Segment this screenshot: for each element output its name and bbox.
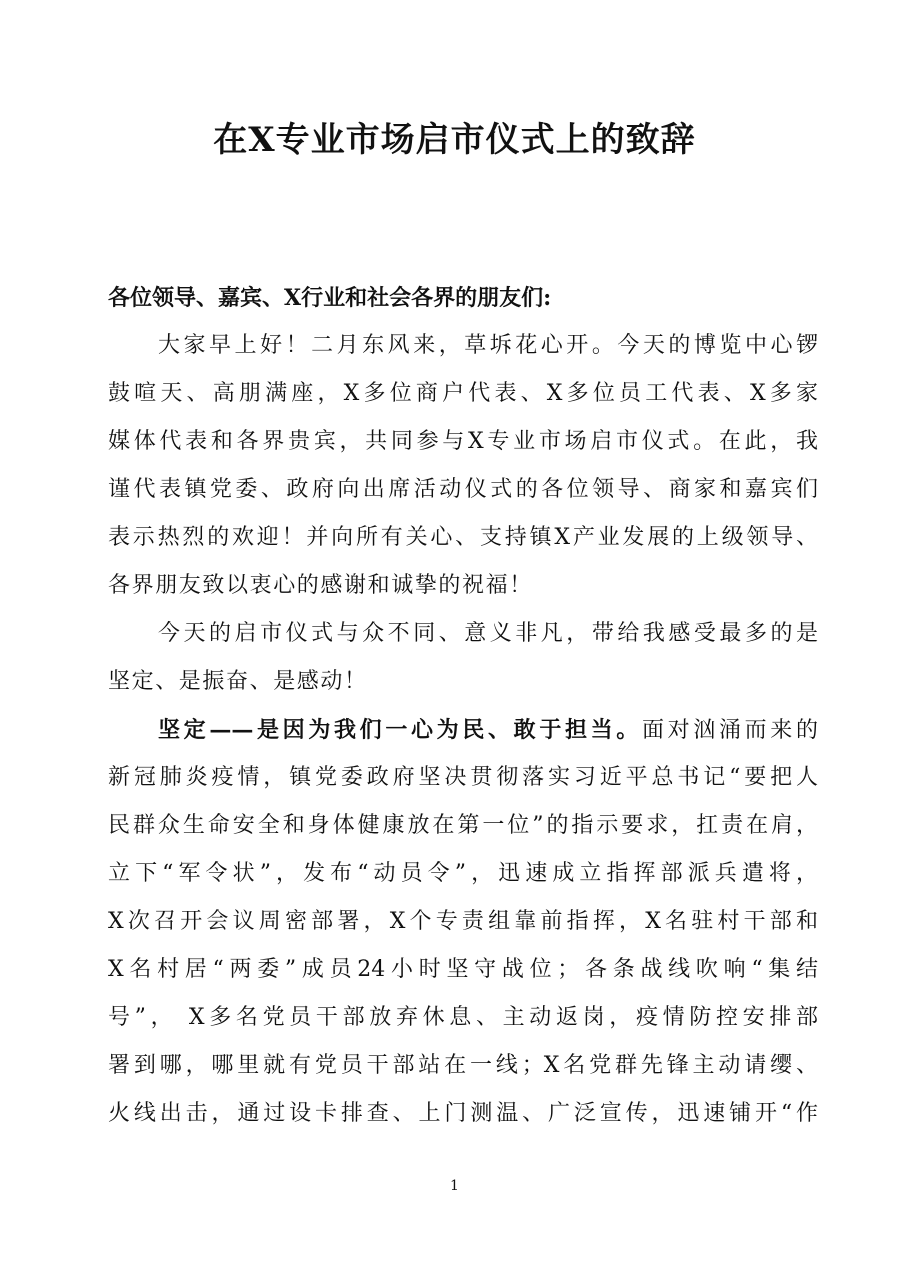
paragraph-1-line: 谨代表镇党委、政府向出席活动仪式的各位领导、商家和嘉宾们 bbox=[108, 477, 818, 502]
paragraph-3-line: X次召开会议周密部署，X个专责组靠前指挥，X名驻村干部和 bbox=[108, 909, 818, 934]
paragraph-3-line: 号”， X多名党员干部放弃休息、主动返岗，疫情防控安排部 bbox=[108, 1005, 818, 1030]
paragraph-2-line: 坚定、是振奋、是感动！ bbox=[108, 669, 368, 694]
paragraph-1-line: 大家早上好！二月东风来，草坼花心开。今天的博览中心锣 bbox=[158, 333, 818, 358]
page-number: 1 bbox=[450, 1178, 459, 1194]
paragraph-1-line: 鼓喧天、高朋满座，X多位商户代表、X多位员工代表、X多家 bbox=[108, 381, 818, 406]
paragraph-3-line: 火线出击，通过设卡排查、上门测温、广泛宣传，迅速铺开“作 bbox=[108, 1101, 818, 1126]
paragraph-3-line: 立下“军令状”，发布“动员令”，迅速成立指挥部派兵遣将， bbox=[108, 861, 818, 886]
paragraph-3-line: 民群众生命安全和身体健康放在第一位”的指示要求，扛责在肩， bbox=[108, 813, 818, 838]
salutation: 各位领导、嘉宾、X行业和社会各界的朋友们: bbox=[108, 285, 552, 311]
paragraph-1-line: 媒体代表和各界贵宾，共同参与X专业市场启市仪式。在此，我 bbox=[108, 429, 818, 454]
paragraph-3-lead-line bbox=[158, 710, 818, 751]
document-title: 在X专业市场启市仪式上的致辞 bbox=[213, 120, 696, 160]
paragraph-3-line: X名村居“两委”成员24小时坚守战位；各条战线吹响“集结 bbox=[108, 957, 818, 982]
paragraph-3-lead-bold: 坚定——是因为我们一心为民、敢于担当。 bbox=[158, 717, 642, 743]
paragraph-2-line: 今天的启市仪式与众不同、意义非凡，带给我感受最多的是 bbox=[158, 621, 818, 646]
paragraph-1-line: 各界朋友致以衷心的感谢和诚挚的祝福！ bbox=[108, 573, 533, 598]
paragraph-1-line: 表示热烈的欢迎！并向所有关心、支持镇X产业发展的上级领导、 bbox=[108, 525, 818, 550]
paragraph-3-line: 新冠肺炎疫情，镇党委政府坚决贯彻落实习近平总书记“要把人 bbox=[108, 765, 818, 790]
paragraph-3-line: 署到哪，哪里就有党员干部站在一线；X名党群先锋主动请缨、 bbox=[108, 1053, 818, 1078]
paragraph-3-lead-rest: 面对汹涌而来的 bbox=[641, 718, 818, 743]
